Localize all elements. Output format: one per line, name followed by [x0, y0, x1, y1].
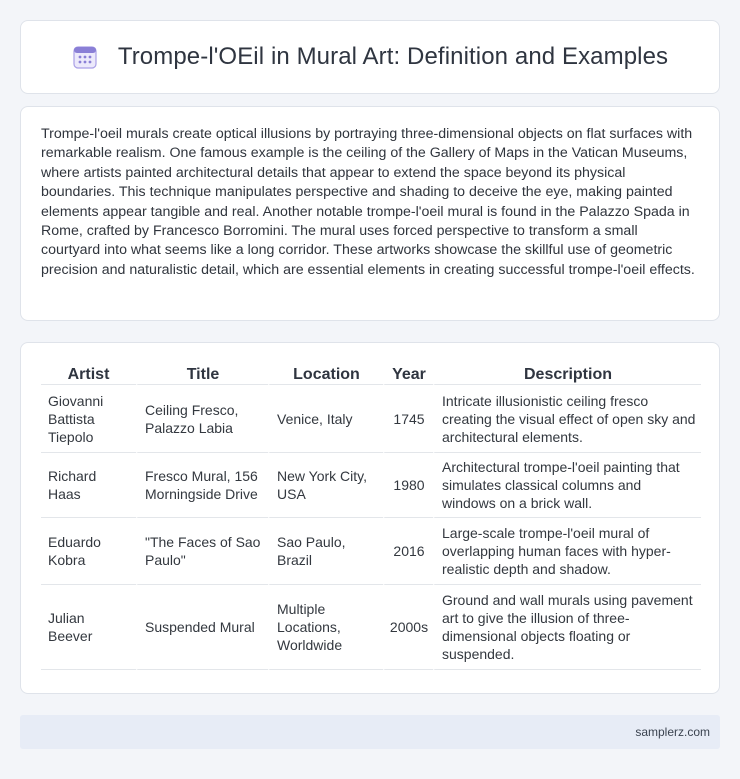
cell-artist: Julian Beever: [41, 585, 136, 670]
cell-description: Intricate illusionistic ceiling fresco creating the visual effect of open sky and architectural elements.: [433, 385, 701, 453]
cell-title: "The Faces of Sao Paulo": [136, 518, 268, 585]
cell-artist: Eduardo Kobra: [41, 518, 136, 585]
header-title: Title: [136, 362, 268, 385]
intro-card: [20, 106, 720, 321]
title-group: [72, 43, 668, 71]
table-row: [41, 385, 701, 453]
table-header-row: [41, 362, 701, 385]
cell-location: Multiple Locations, Worldwide: [268, 585, 383, 670]
intro-paragraph: Trompe-l'oeil murals create optical illusions by portraying three-dimensional objects on flat surfaces with remarkable realism. One famous example is the ceiling of the Gallery of Maps in the Vatican Museums, where artists painted architectural details that appear to extend the space beyond its physical boundaries. This technique manipulates perspective and shading to deceive the eye, making painted elements appear tangible and real. Another notable trompe-l'oeil mural is found in the Palazzo Spada in Rome, crafted by Francesco Borromini. The mural uses forced perspective to transform a small courtyard into what seems like a long corridor. These artworks showcase the skillful use of geometric precision and naturalistic detail, which are essential elements in creating successful trompe-l'oeil effects.: [41, 126, 695, 278]
cell-title: Suspended Mural: [136, 585, 268, 670]
cell-artist: Giovanni Battista Tiepolo: [41, 385, 136, 453]
cell-title: Fresco Mural, 156 Morningside Drive: [136, 453, 268, 518]
cell-year: 1980: [383, 453, 433, 518]
footer-bar: [20, 715, 720, 749]
footer-source-link[interactable]: samplerz.com: [635, 725, 710, 739]
cell-title: Ceiling Fresco, Palazzo Labia: [136, 385, 268, 453]
header-year: Year: [383, 362, 433, 385]
table-row: [41, 585, 701, 670]
cell-description: Architectural trompe-l'oeil painting that simulates classical columns and windows on a brick wall.: [433, 453, 701, 518]
table-card: [20, 342, 720, 694]
cell-location: Sao Paulo, Brazil: [268, 518, 383, 585]
cell-year: 2000s: [383, 585, 433, 670]
cell-location: New York City, USA: [268, 453, 383, 518]
header-location: Location: [268, 362, 383, 385]
cell-year: 2016: [383, 518, 433, 585]
cell-description: Large-scale trompe-l'oeil mural of overlapping human faces with hyper-realistic depth and shadow.: [433, 518, 701, 585]
cell-artist: Richard Haas: [41, 453, 136, 518]
cell-year: 1745: [383, 385, 433, 453]
murals-table: [41, 362, 701, 670]
table-row: [41, 518, 701, 585]
calendar-icon: [72, 44, 98, 70]
cell-location: Venice, Italy: [268, 385, 383, 453]
title-card: [20, 20, 720, 94]
cell-description: Ground and wall murals using pavement art to give the illusion of three-dimensional objects floating or suspended.: [433, 585, 701, 670]
header-artist: Artist: [41, 362, 136, 385]
table-row: [41, 453, 701, 518]
header-description: Description: [433, 362, 701, 385]
page-title: Trompe-l'OEil in Mural Art: Definition and Examples: [117, 43, 669, 70]
